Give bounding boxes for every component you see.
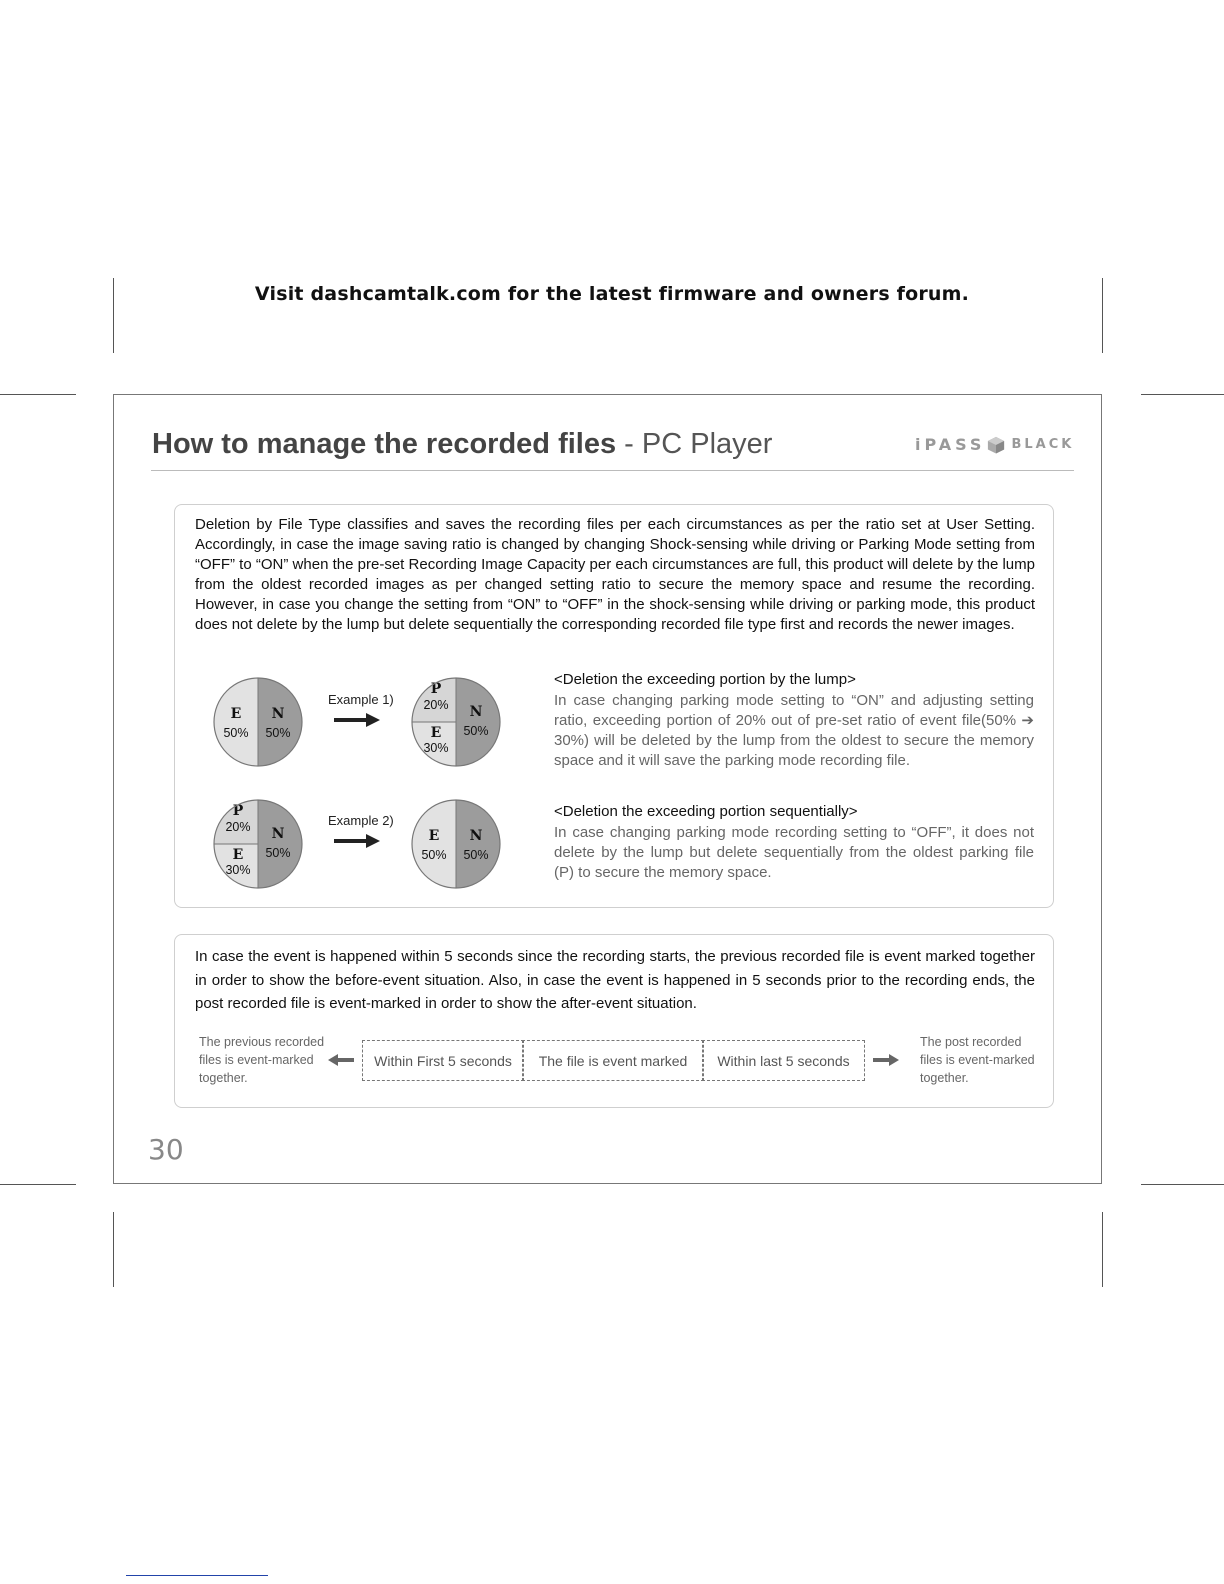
arrow-left-icon <box>328 1054 354 1066</box>
left-note-line: together. <box>199 1071 248 1085</box>
page-title <box>152 428 772 461</box>
flow-box-first: Within First 5 seconds <box>362 1040 524 1081</box>
pie-chart <box>410 676 502 768</box>
pie-chart <box>212 798 304 890</box>
pie-letter: N <box>271 826 285 842</box>
deletion-intro: Deletion by File Type classifies and saves the recording files per each circumstances as per the ratio set at User Setting. Accordingly, in case the image saving ratio is changed by changing Shock-sensing while driving or Parking Mode setting from “OFF” to “ON” when the pre-set Recording Image Capacity per each circumstances are full, this product will delete by the lump from the oldest recorded images as per changed setting ratio to secure the memory space and resume the recording. However, in case you change the setting from “ON” to “OFF” in the shock-sensing while driving or parking mode, this product does not delete by the lump but delete sequentially the corresponding recorded file type first and records the newer images. <box>195 516 1035 633</box>
crop-mark <box>1141 394 1224 395</box>
pie-letter: E <box>430 725 442 741</box>
page-number: 30 <box>148 1133 184 1166</box>
pie-letter: E <box>230 706 242 722</box>
brand-logo <box>915 435 1074 454</box>
cube-icon <box>987 436 1005 454</box>
pie-value: 50% <box>265 846 291 860</box>
brand-sub: BLACK <box>1011 437 1075 452</box>
banner-link-text: Visit dashcamtalk.com for the latest firmware and owners forum. <box>254 283 970 305</box>
pie-letter: N <box>469 704 483 720</box>
pie-value: 50% <box>421 848 447 862</box>
pie-value: 20% <box>225 820 251 834</box>
pie-slice <box>412 800 456 888</box>
example-heading: <Deletion the exceeding portion by the lump> <box>554 671 856 688</box>
example-description: In case changing parking mode setting to “ON” and adjusting setting ratio, exceeding portion of 20% out of pre-set ratio of event file(50% ➔ 30%) will be deleted by the lump from the oldest to secure the memory space and it will save the parking mode recording file. <box>554 692 1034 769</box>
crop-mark <box>1102 1212 1103 1287</box>
flow-box-last: Within last 5 seconds <box>702 1040 865 1081</box>
example-label: Example 2) <box>328 813 394 828</box>
pie-letter: E <box>232 847 244 863</box>
right-note <box>920 1033 1035 1087</box>
pie-value: 50% <box>463 848 489 862</box>
flow-box-marked: The file is event marked <box>522 1040 704 1081</box>
pie-letter: E <box>428 828 440 844</box>
crop-mark <box>113 1212 114 1287</box>
pie-letter: P <box>430 681 442 697</box>
brand-name: iPASS <box>915 435 986 454</box>
pie-value: 50% <box>265 726 291 740</box>
right-note-line: together. <box>920 1071 969 1085</box>
pie-value: 50% <box>223 726 249 740</box>
right-note-line: The post recorded <box>920 1035 1022 1049</box>
arrow-right-icon <box>334 834 380 848</box>
pie-letter: P <box>232 803 244 819</box>
example-heading: <Deletion the exceeding portion sequentially> <box>554 803 858 820</box>
pie-slice <box>258 800 302 888</box>
event-intro: In case the event is happened within 5 seconds since the recording starts, the previous recorded file is event marked together in order to show the before-event situation. Also, in case the event is happened in 5 seconds prior to the recording ends, the post recorded file is event-marked in order to show the after-event situation. <box>195 948 1035 1012</box>
pie-value: 30% <box>225 863 251 877</box>
crop-mark <box>0 394 76 395</box>
pie-chart <box>410 798 502 890</box>
pie-slice <box>258 678 302 766</box>
pie-letter: N <box>271 706 285 722</box>
title-sub: - PC Player <box>616 428 773 460</box>
arrow-right-icon <box>334 713 380 727</box>
arrow-right-icon <box>873 1054 899 1066</box>
pie-letter: N <box>469 828 483 844</box>
example-description: In case changing parking mode recording setting to “OFF”, it does not delete by the lump but delete sequentially from the oldest parking file (P) to secure the memory space. <box>554 824 1034 881</box>
pie-value: 50% <box>463 724 489 738</box>
right-note-line: files is event-marked <box>920 1053 1035 1067</box>
pie-chart <box>212 676 304 768</box>
title-divider <box>151 470 1074 471</box>
left-note-line: The previous recorded <box>199 1035 325 1049</box>
crop-mark <box>0 1184 76 1185</box>
left-note <box>199 1033 324 1087</box>
pie-slice <box>456 800 500 888</box>
title-main: How to manage the recorded files <box>152 428 617 460</box>
left-note-line: files is event-marked <box>199 1053 314 1067</box>
footer-rule <box>126 1575 268 1576</box>
example-label: Example 1) <box>328 692 394 707</box>
pie-slice <box>214 678 258 766</box>
pie-value: 30% <box>423 741 449 755</box>
crop-mark <box>1141 1184 1224 1185</box>
pie-slice <box>456 678 500 766</box>
pie-value: 20% <box>423 698 449 712</box>
